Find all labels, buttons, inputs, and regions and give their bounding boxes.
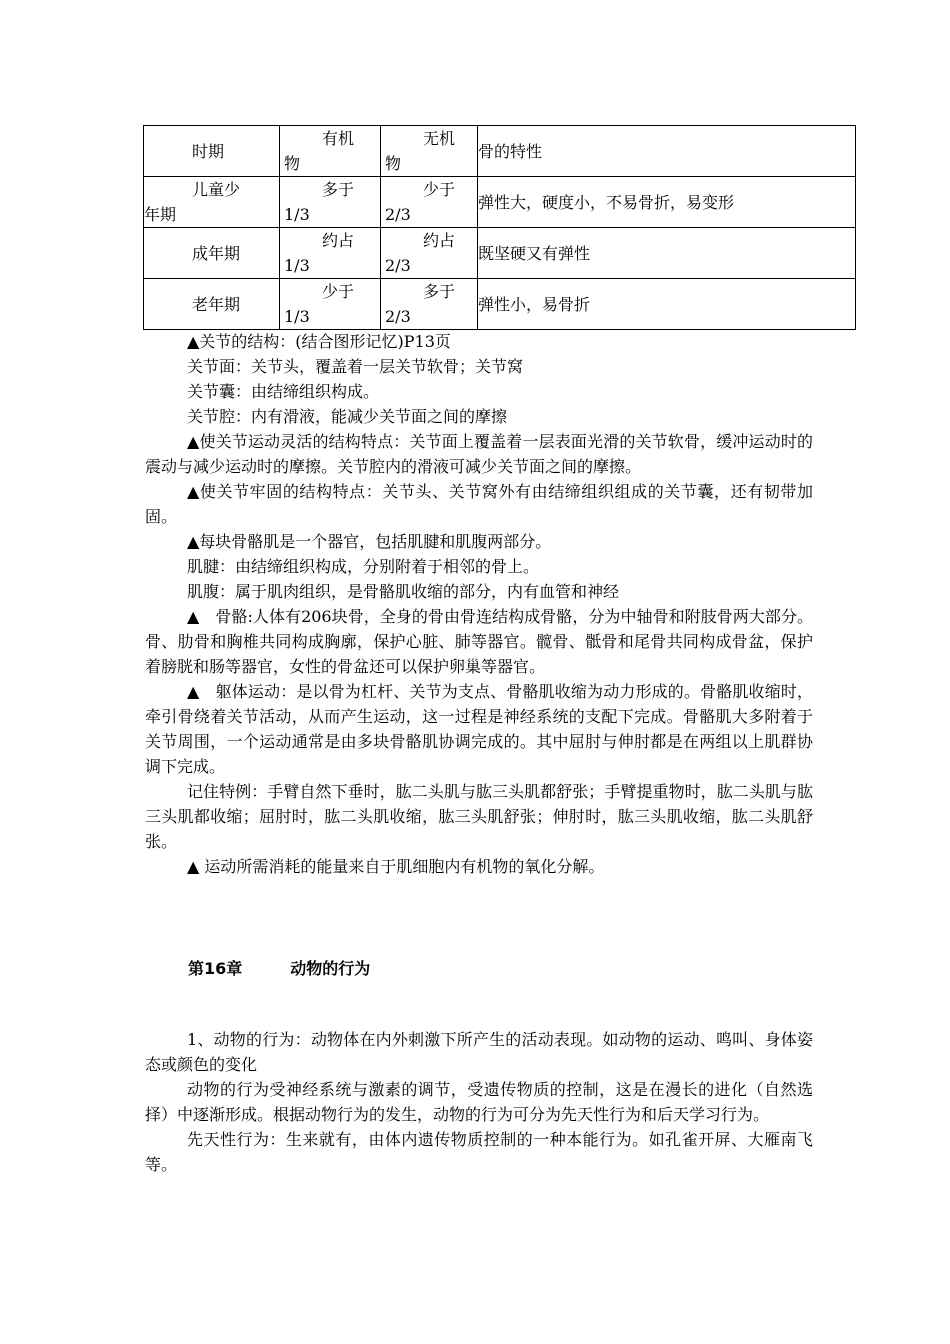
chapter-body-text <box>145 1027 813 1177</box>
row-inorganic: 少于 2/3 <box>381 177 478 228</box>
row-organic: 少于 1/3 <box>280 279 381 330</box>
row-period: 成年期 <box>144 228 280 279</box>
row-inorganic: 约占 2/3 <box>381 228 478 279</box>
row-organic: 约占 1/3 <box>280 228 381 279</box>
paragraph: ▲ 骨骼:人体有206块骨，全身的骨由骨连结构成骨骼，分为中轴骨和附肢骨两大部分。骨、肋骨和胸椎共同构成胸廓，保护心脏、肺等器官。髋骨、骶骨和尾骨共同构成骨盆，保护着膀胱和肠等器官，女性的骨盆还可以保护卵巢等器官。 <box>145 607 813 676</box>
paragraph: ▲使关节运动灵活的结构特点：关节面上覆盖着一层表面光滑的关节软骨，缓冲运动时的震动与减少运动时的摩擦。关节腔内的滑液可减少关节面之间的摩擦。 <box>145 432 813 476</box>
row-property: 弹性小，易骨折 <box>478 279 856 330</box>
row-period: 儿童少 年期 <box>144 177 280 228</box>
paragraph: 动物的行为受神经系统与激素的调节，受遗传物质的控制，这是在漫长的进化（自然选择）中逐渐形成。根据动物行为的发生，动物的行为可分为先天性行为和后天学习行为。 <box>145 1080 813 1124</box>
paragraph: 1、动物的行为：动物体在内外刺激下所产生的活动表现。如动物的运动、鸣叫、身体姿态或颜色的变化 <box>145 1030 813 1074</box>
main-body-text <box>145 329 813 879</box>
header-organic: 有机 物 <box>280 126 381 177</box>
paragraph: ▲ 运动所需消耗的能量来自于肌细胞内有机物的氧化分解。 <box>187 857 605 876</box>
paragraph: ▲关节的结构：(结合图形记忆)P13页 <box>187 332 451 351</box>
table-row <box>144 279 856 330</box>
paragraph: ▲每块骨骼肌是一个器官，包括肌腱和肌腹两部分。 <box>187 532 552 551</box>
header-inorganic: 无机 物 <box>381 126 478 177</box>
paragraph: 关节囊：由结缔组织构成。 <box>187 382 380 401</box>
paragraph: ▲使关节牢固的结构特点：关节头、关节窝外有由结缔组织组成的关节囊，还有韧带加固。 <box>145 482 813 526</box>
chapter-heading <box>188 956 370 981</box>
row-property: 弹性大，硬度小，不易骨折，易变形 <box>478 177 856 228</box>
row-period: 老年期 <box>144 279 280 330</box>
paragraph: 肌腱：由结缔组织构成，分别附着于相邻的骨上。 <box>187 557 540 576</box>
header-period: 时期 <box>144 126 280 177</box>
chapter-title: 动物的行为 <box>290 959 371 978</box>
header-property: 骨的特性 <box>478 126 856 177</box>
table-header-row <box>144 126 856 177</box>
paragraph: ▲ 躯体运动：是以骨为杠杆、关节为支点、骨骼肌收缩为动力形成的。骨骼肌收缩时，牵引骨绕着关节活动，从而产生运动，这一过程是神经系统的支配下完成。骨骼肌大多附着于关节周围，一个运动通常是由多块骨骼肌协调完成的。其中屈肘与伸肘都是在两组以上肌群协调下完成。 <box>145 682 813 776</box>
paragraph: 先天性行为：生来就有，由体内遗传物质控制的一种本能行为。如孔雀开屏、大雁南飞等。 <box>145 1130 813 1174</box>
paragraph: 肌腹：属于肌肉组织，是骨骼肌收缩的部分，内有血管和神经 <box>187 582 620 601</box>
table-row <box>144 177 856 228</box>
row-property: 既坚硬又有弹性 <box>478 228 856 279</box>
chapter-number: 第16章 <box>188 959 243 978</box>
row-organic: 多于 1/3 <box>280 177 381 228</box>
paragraph: 关节面：关节头，覆盖着一层关节软骨；关节窝 <box>187 357 524 376</box>
bone-composition-table <box>143 125 856 330</box>
row-inorganic: 多于 2/3 <box>381 279 478 330</box>
paragraph: 记住特例：手臂自然下垂时，肱二头肌与肱三头肌都舒张；手臂提重物时，肱二头肌与肱三头肌都收缩；屈肘时，肱二头肌收缩，肱三头肌舒张；伸肘时，肱三头肌收缩，肱二头肌舒张。 <box>145 782 813 851</box>
paragraph: 关节腔：内有滑液，能减少关节面之间的摩擦 <box>187 407 508 426</box>
table-row <box>144 228 856 279</box>
